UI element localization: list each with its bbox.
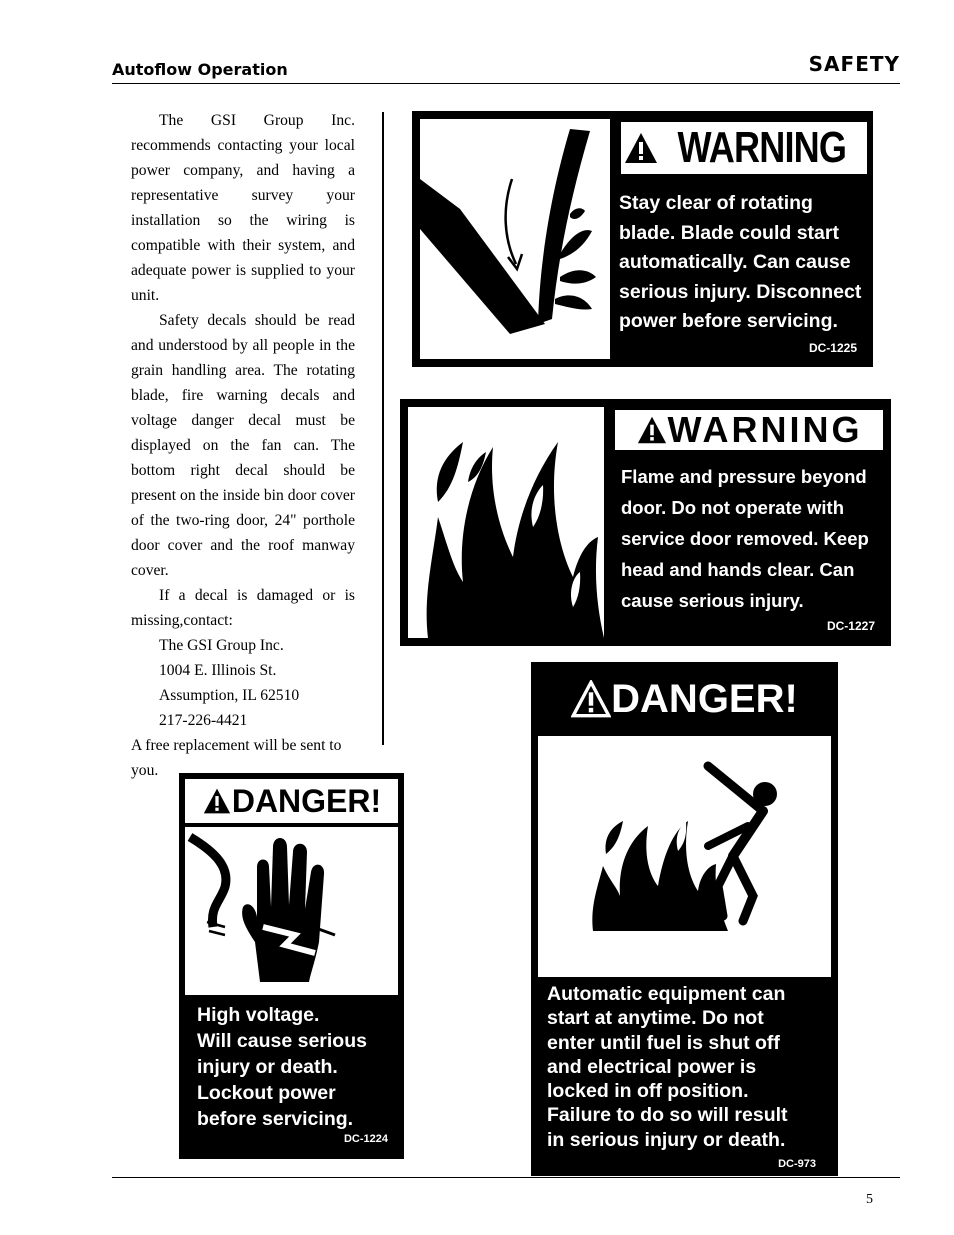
address-company: The GSI Group Inc. (159, 637, 284, 654)
decal-message: Flame and pressure beyond door. Do not operate with service door removed. Keep head and hands clear. Can cause serious injury. (621, 466, 869, 611)
address-phone: 217-226-4421 (159, 712, 248, 729)
decal-message (197, 1002, 397, 1132)
chapter-title: SAFETY (808, 52, 900, 76)
warning-triangle-icon (202, 787, 232, 815)
warning-triangle-icon (571, 680, 611, 718)
paragraph-decals: Safety decals should be read and understood by all people in the grain handling area. The rotating blade, fire warning decals and voltage danger decal must be displayed on the fan can. The bottom right decal should be present on the inside bin door cover of the two-ring door, 24" porthole door cover and the roof manway cover. (131, 312, 355, 579)
decal-code: DC-973 (778, 1158, 816, 1170)
message-line: in serious injury or death. (547, 1128, 786, 1151)
message-line: Automatic equipment can (547, 983, 786, 1005)
message-line: locked in off position. (547, 1080, 749, 1103)
decal-message: Stay clear of rotating blade. Blade could start automatically. Can cause serious injury. Disconnect power before servicing. (619, 192, 862, 332)
decal-code: DC-1224 (343, 1133, 388, 1145)
danger-signal-bar (531, 662, 838, 736)
decal-message (547, 982, 837, 1152)
message-line: Failure to do so will result (547, 1104, 788, 1127)
body-text (131, 108, 355, 783)
header-rule (112, 83, 900, 84)
signal-word: WARNING (667, 409, 863, 450)
warning-triangle-icon (623, 131, 659, 165)
message-line: start at anytime. Do not (547, 1007, 764, 1030)
signal-word: WARNING (677, 123, 847, 172)
footer-rule (112, 1177, 900, 1178)
message-line: and electrical power is (547, 1055, 757, 1078)
column-divider (382, 112, 384, 745)
message-line: enter until fuel is shut off (547, 1031, 780, 1054)
section-title: Autoflow Operation (112, 60, 288, 79)
danger-signal-bar (185, 779, 398, 823)
signal-word: DANGER! (611, 676, 798, 721)
message-line: High voltage. (197, 1004, 320, 1026)
warning-signal-bar (618, 119, 870, 177)
message-line: Will cause serious (197, 1030, 367, 1052)
signal-word: DANGER! (231, 782, 382, 819)
electrocuted-hand-icon (185, 827, 398, 995)
automatic-equipment-danger-decal (531, 662, 838, 1176)
fire-person-icon (538, 736, 831, 977)
message-line: Lockout power (197, 1082, 336, 1104)
voltage-danger-decal (179, 773, 404, 1159)
decal-code: DC-1225 (808, 341, 857, 355)
address-city: Assumption, IL 62510 (159, 687, 300, 704)
warning-signal-bar (612, 407, 886, 453)
flame-warning-decal (400, 399, 891, 646)
rotating-blade-icon (420, 119, 610, 359)
page-number: 5 (866, 1192, 873, 1207)
paragraph-missing: If a decal is damaged or is missing,contact: (131, 587, 355, 629)
flame-icon (408, 407, 604, 638)
address-street: 1004 E. Illinois St. (159, 662, 277, 679)
paragraph-power-company: The GSI Group Inc. recommends contacting your local power company, and having a representative survey your installation so the wiring is compatible with their system, and adequate power is supplied to your unit. (131, 112, 355, 304)
paragraph-replacement: A free replacement will be sent to you. (131, 737, 342, 779)
decal-code: DC-1227 (826, 619, 875, 633)
warning-triangle-icon (636, 415, 668, 445)
blade-warning-decal (412, 111, 873, 367)
message-line: before servicing. (197, 1108, 354, 1130)
message-line: injury or death. (197, 1056, 338, 1078)
